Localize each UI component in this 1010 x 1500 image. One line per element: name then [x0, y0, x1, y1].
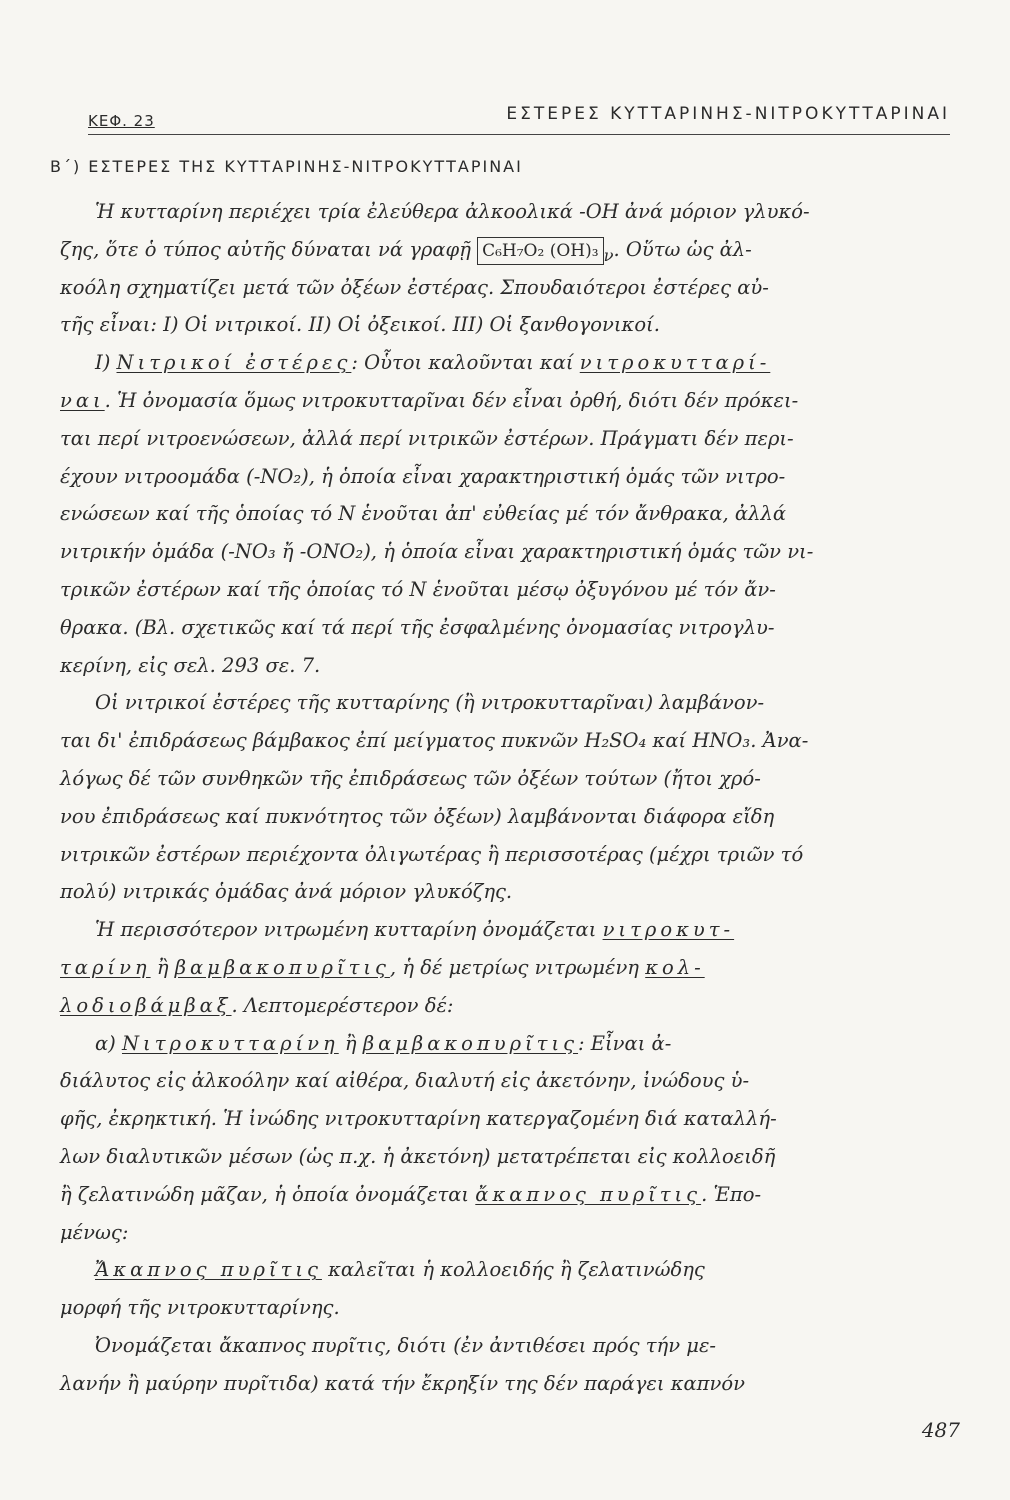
- text-line: μένως:: [60, 1220, 129, 1244]
- text-line: λανήν ἢ μαύρην πυρῖτιδα) κατά τήν ἔκρηξίν της δέν παράγει καπνόν: [60, 1371, 745, 1395]
- text-line: τῆς εἶναι: Ι) Οἱ νιτρικοί. ΙΙ) Οἱ ὀξεικοί. ΙΙΙ) Οἱ ξανθογονικοί.: [60, 313, 660, 337]
- text-line: Ὀνομάζεται ἄκαπνος πυρῖτις, διότι (ἐν ἀντιθέσει πρός τήν με-: [95, 1333, 716, 1357]
- text-line: μορφή τῆς νιτροκυτταρίνης.: [60, 1296, 340, 1320]
- page-number: 487: [921, 1418, 960, 1442]
- underlined-term: ναι: [60, 388, 105, 412]
- underlined-term: βαμβακοπυρῖτις: [362, 1031, 579, 1055]
- text-line: θρακα. (Βλ. σχετικῶς καί τά περί τῆς ἐσφαλμένης ὀνομασίας νιτρογλυ-: [60, 615, 775, 639]
- text-line: ται περί νιτροενώσεων, ἀλλά περί νιτρικῶν ἐστέρων. Πράγματι δέν περι-: [60, 426, 794, 450]
- running-title: ΕΣΤΕΡΕΣ ΚΥΤΤΑΡΙΝΗΣ-ΝΙΤΡΟΚΥΤΤΑΡΙΝΑΙ: [506, 104, 950, 124]
- text-line: Οἱ νιτρικοί ἐστέρες τῆς κυτταρίνης (ἢ νιτροκυτταρῖναι) λαμβάνον-: [95, 691, 765, 715]
- underlined-term: νιτροκυτ-: [602, 918, 735, 942]
- chapter-label: ΚΕΦ. 23: [88, 112, 155, 130]
- text-line: Ἡ κυτταρίνη περιέχει τρία ἐλεύθερα ἀλκοολικά -ΟΗ ἀνά μόριον γλυκό-: [95, 200, 810, 223]
- text-line: νιτρικήν ὁμάδα (-NO₃ ἤ -ONO₂), ἡ ὁποία εἶναι χαρακτηριστική ὁμάς τῶν νι-: [60, 540, 814, 564]
- underlined-term: κολ-: [645, 955, 705, 979]
- page-header: [88, 100, 950, 135]
- formula: C₆H₇O₂ (OH)₃: [477, 237, 603, 265]
- text-line: ναι. Ἡ ὀνομασία ὅμως νιτροκυτταρῖναι δέν εἶναι ὀρθή, διότι δέν πρόκει-: [60, 388, 799, 412]
- text-line: Ἄκαπνος πυρῖτις καλεῖται ἡ κολλοειδής ἢ ζελατινώδης: [95, 1258, 705, 1282]
- underlined-term: Νιτρικοί ἐστέρες: [116, 351, 352, 375]
- underlined-term: νιτροκυτταρί-: [579, 351, 771, 375]
- text-line: λων διαλυτικῶν μέσων (ὡς π.χ. ἡ ἀκετόνη) μετατρέπεται εἰς κολλοειδῆ: [60, 1144, 776, 1168]
- formula-subscript: ν: [603, 245, 614, 265]
- text-line: Ἡ περισσότερον νιτρωμένη κυτταρίνη ὀνομάζεται νιτροκυτ-: [95, 918, 735, 942]
- underlined-term: λοδιοβάμβαξ: [60, 993, 232, 1017]
- body-text: [60, 193, 965, 1403]
- text-line: ενώσεων καί τῆς ὁποίας τό Ν ἑνοῦται ἀπ' εὐθείας μέ τόν ἄνθρακα, ἀλλά: [60, 502, 786, 526]
- text-line: τρικῶν ἐστέρων καί τῆς ὁποίας τό Ν ἑνοῦται μέσῳ ὀξυγόνου μέ τόν ἄν-: [60, 577, 776, 601]
- text-line: διάλυτος εἰς ἀλκοόλην καί αἰθέρα, διαλυτή εἰς ἀκετόνην, ἰνώδους ὑ-: [60, 1069, 750, 1093]
- underlined-term: ἄκαπνος πυρῖτις: [475, 1182, 702, 1206]
- text-line: Ι) Νιτρικοί ἐστέρες: Οὗτοι καλοῦνται καί νιτροκυτταρί-: [95, 351, 771, 375]
- text-line: κερίνη, εἰς σελ. 293 σε. 7.: [60, 653, 321, 677]
- text-line: ταρίνη ἢ βαμβακοπυρῖτις, ἡ δέ μετρίως νιτρωμένη κολ-: [60, 955, 705, 979]
- text-line: ζης, ὅτε ὁ τύπος αὐτῆς δύναται νά γραφῇ C₆H₇O₂ (OH)₃ $_\nu$. Οὕτω ὡς ἀλ-: [60, 237, 752, 265]
- underlined-term: ταρίνη: [60, 955, 151, 979]
- underlined-term: Ἄκαπνος πυρῖτις: [95, 1258, 322, 1282]
- text-line: ται δι' ἐπιδράσεως βάμβακος ἐπί μείγματος πυκνῶν H₂SO₄ καί HNO₃. Ἀνα-: [60, 729, 809, 753]
- text-line: πολύ) νιτρικάς ὁμάδας ἀνά μόριον γλυκόζης.: [60, 880, 513, 904]
- section-title: Β΄) ΕΣΤΕΡΕΣ ΤΗΣ ΚΥΤΤΑΡΙΝΗΣ-ΝΙΤΡΟΚΥΤΤΑΡΙΝΑΙ: [50, 157, 523, 176]
- underlined-term: Νιτροκυτταρίνη: [121, 1031, 339, 1055]
- underlined-term: βαμβακοπυρῖτις: [174, 955, 390, 979]
- text-line: λόγως δέ τῶν συνθηκῶν τῆς ἐπιδράσεως τῶν ὀξέων τούτων (ἤτοι χρό-: [60, 766, 761, 790]
- text-line: ἢ ζελατινώδη μᾶζαν, ἡ ὁποία ὀνομάζεται ἄκαπνος πυρῖτις. Ἑπο-: [60, 1182, 762, 1206]
- text-line: νιτρικῶν ἐστέρων περιέχοντα ὀλιγωτέρας ἢ περισσοτέρας (μέχρι τριῶν τό: [60, 842, 804, 866]
- text-line: α) Νιτροκυτταρίνη ἢ βαμβακοπυρῖτις: Εἶναι ἀ-: [95, 1031, 672, 1055]
- text-line: νου ἐπιδράσεως καί πυκνότητος τῶν ὀξέων) λαμβάνονται διάφορα εἴδη: [60, 804, 775, 828]
- text-line: λοδιοβάμβαξ. Λεπτομερέστερον δέ:: [60, 993, 454, 1017]
- text-line: κοόλη σχηματίζει μετά τῶν ὀξέων ἐστέρας. Σπουδαιότεροι ἐστέρες αὐ-: [60, 275, 769, 299]
- text-line: φῆς, ἐκρηκτική. Ἡ ἰνώδης νιτροκυτταρίνη κατεργαζομένη διά καταλλή-: [60, 1107, 777, 1131]
- text-line: έχουν νιτροομάδα (-NO₂), ἡ ὁποία εἶναι χαρακτηριστική ὁμάς τῶν νιτρο-: [60, 464, 786, 488]
